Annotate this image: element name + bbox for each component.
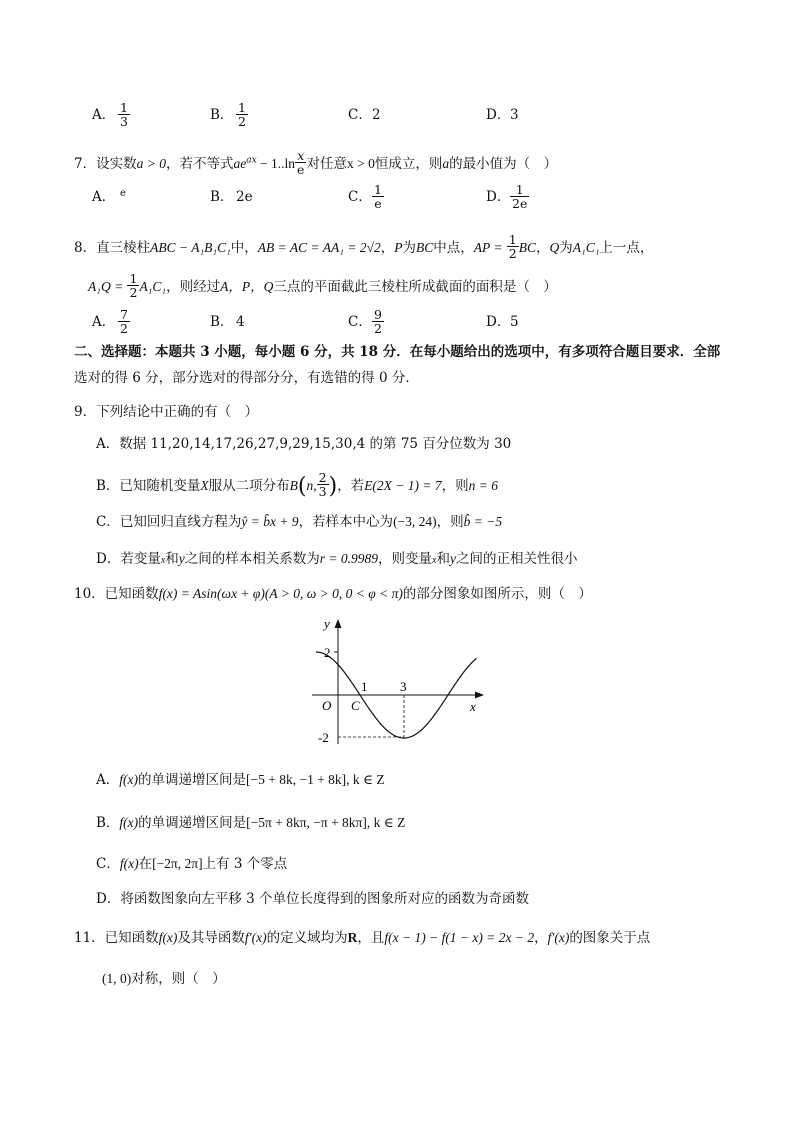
q9-b-dist: B [289, 478, 298, 494]
q8-text-h: 上一点， [599, 240, 654, 257]
section-2-instructions [74, 372, 419, 386]
q11-text-a: 11．已知函数 [74, 930, 159, 946]
q10-text-b: 的部分图象如图所示，则（ ） [402, 586, 592, 602]
y-axis-arrow-icon [335, 619, 342, 628]
q11-text-c: 的定义域均为 [266, 930, 348, 946]
q9-d-text-d: ，则变量 [378, 551, 433, 567]
y-tick-2-label: 2 [324, 645, 331, 660]
q7-cond: a > 0 [136, 156, 166, 172]
q10-c-interval: [−2π, 2π] [152, 856, 203, 871]
q8-option-a-label: A． [92, 314, 116, 330]
x-axis-arrow-icon [475, 692, 484, 699]
q9-d-text-b: 和 [165, 551, 179, 567]
q7-text-d: 恒成立，则 [374, 156, 443, 173]
q8-l2-a1c1: A₁C₁ [139, 279, 167, 295]
q10-c-fx: f(x) [119, 856, 139, 871]
q9-d-text-f: 之间的正相关性很小 [455, 551, 578, 567]
section-2-line-2: 选对的得 6 分，部分选对的得部分分，有选错的得 0 分． [74, 370, 419, 386]
q9-b-expect: E(2X − 1) = 7 [364, 478, 442, 494]
q8-line-1 [74, 232, 654, 262]
q7-option-b-value: 2e [236, 189, 253, 205]
q9-stem: 9．下列结论中正确的有（ ） [74, 404, 259, 420]
q7-ineq-exp: ax [246, 155, 257, 166]
q8-number: 8． [74, 240, 97, 257]
q9-option-a: A．数据 11,20,14,17,26,27,9,29,15,30,4 的第 75 百分位数为 30 [96, 436, 512, 452]
q9-b-fraction: $\frac{2}{3}$ [318, 470, 327, 500]
q7-text-c: 对任意 [306, 156, 347, 173]
q11-point: (1, 0) [102, 971, 132, 986]
q8-text-d: 为 [402, 240, 416, 257]
q8-bc: BC [415, 240, 434, 256]
q9-d-text-e: 和 [436, 551, 450, 567]
q9-d-y-2: y [449, 551, 456, 566]
q7-number: 7． [74, 156, 97, 173]
q6-option-d-label: D． [486, 107, 511, 123]
q8-line-2 [88, 271, 557, 301]
q6-option-c-label: C． [348, 107, 372, 123]
q10-a-fx: f(x) [119, 772, 138, 787]
q6-option-a-fraction: $\frac{1}{3}$ [120, 100, 128, 130]
q7-text-a: 设实数 [96, 156, 137, 173]
q6-option-d-value: 3 [510, 107, 519, 123]
q9-b-lparen: ( [297, 474, 307, 500]
q8-text-f: ， [536, 240, 550, 257]
section-2-heading [74, 346, 720, 360]
q8-ap-fraction: $\frac{1}{2}$ [508, 232, 517, 262]
q9-b-n: n, [306, 478, 317, 494]
q8-prism: ABC − A₁B₁C₁ [150, 240, 231, 256]
q7-text-e: 的最小值为（ ） [449, 156, 558, 173]
q7-option-b-label: B． [210, 189, 234, 205]
q9-b-text-c: ，若 [337, 478, 365, 495]
q11-text-d: ，且 [357, 930, 385, 946]
q8-text-e: 中点， [433, 240, 474, 257]
q10-option-c [96, 857, 287, 872]
q8-ap-bc: BC [518, 240, 536, 256]
q8-text-a: 直三棱柱 [96, 240, 151, 257]
q7-ineq-fraction: $\frac{x}{e}$ [297, 148, 305, 178]
q10-option-a [96, 773, 385, 788]
q7-ineq-a: ae [233, 156, 247, 172]
q8-text-l2c: 三点的平面截此三棱柱所成截面的面积是（ ） [273, 279, 557, 296]
x-tick-3-label: 3 [400, 679, 407, 694]
q7-cond2: x > 0 [346, 156, 375, 172]
q6-option-b-label: B． [210, 107, 234, 123]
q10-b-text: 的单调递增区间是 [138, 815, 247, 831]
x-tick-1-label: 1 [361, 679, 368, 694]
q8-points: A，P，Q [220, 279, 274, 295]
q9-c-text-a: C．已知回归直线方程为 [96, 514, 242, 530]
q10-graph [300, 616, 500, 746]
q8-option-b-value: 4 [236, 314, 245, 330]
q11-text-f: 的图象关于点 [569, 930, 651, 946]
q8-option-a-fraction: $\frac{7}{2}$ [120, 307, 128, 337]
q7-var: a [442, 156, 450, 172]
q11-text-e: ， [534, 930, 548, 946]
q8-option-d-value: 5 [510, 314, 519, 330]
q7-ineq-b: − 1..ln [256, 156, 296, 172]
q8-option-d-label: D． [486, 314, 511, 330]
q9-d-text-a: D．若变量 [96, 551, 161, 567]
q7-stem [74, 148, 558, 178]
q9-c-eq: ŷ = b̂x + 9 [241, 514, 299, 529]
q11-text-g: 对称，则（ ） [131, 971, 226, 987]
q7-option-a-value: e [120, 188, 126, 199]
q9-c-result: b̂ = −5 [463, 514, 503, 529]
q9-b-n6: n = 6 [468, 478, 499, 494]
q11-fprime: f′(x) [244, 930, 267, 945]
q6-option-c-value: 2 [372, 107, 381, 123]
q8-ap: AP = [473, 240, 503, 256]
q10-c-label: C． [96, 856, 120, 872]
q8-a1q: A₁Q = [88, 279, 124, 295]
q7-option-c-label: C． [348, 189, 372, 205]
q10-stem [74, 587, 592, 602]
q10-b-label: B． [96, 815, 120, 831]
q8-eq1: AB = AC = AA₁ = 2√2 [257, 240, 381, 256]
point-c-label: C [351, 698, 360, 713]
x-axis-label: x [470, 699, 476, 714]
q6-option-b-fraction: $\frac{1}{2}$ [238, 100, 246, 130]
q9-option-d [96, 552, 577, 567]
q8-text-g: 为 [559, 240, 573, 257]
q9-c-point: (−3, 24) [393, 514, 437, 529]
q9-option-c [96, 515, 502, 530]
q10-option-b [96, 816, 405, 831]
q9-d-y: y [178, 551, 185, 566]
q8-text-b: 中， [230, 240, 258, 257]
q10-a-interval: [−5 + 8k, −1 + 8k], k ∈ Z [245, 772, 385, 787]
section-2-line-1: 二、选择题：本题共 3 小题，每小题 6 分，共 18 分．在每小题给出的选项中，有多项符合题目要求．全部 [74, 344, 721, 360]
q8-option-c-fraction: $\frac{9}{2}$ [374, 307, 382, 337]
q9-d-r: r = 0.9989 [319, 551, 379, 566]
q9-c-text-c: ，则 [436, 514, 464, 530]
q10-b-fx: f(x) [119, 815, 139, 830]
q8-text-l2b: ，则经过 [166, 279, 221, 296]
q9-b-rparen: ) [328, 474, 338, 500]
q9-d-x-2: x [432, 555, 437, 566]
q11-text-b: 及其导函数 [177, 930, 245, 946]
q7-option-c-fraction: $\frac{1}{e}$ [374, 182, 382, 212]
q8-a1c1: A₁C₁ [572, 240, 600, 256]
q10-c-text-a: 在 [138, 856, 153, 872]
q9-b-text-b: 服从二项分布 [208, 478, 290, 495]
q8-text-c: ， [380, 240, 395, 257]
y-axis-label: y [324, 616, 330, 631]
q11-line-2 [102, 972, 226, 987]
q7-text-b: ，若不等式 [165, 156, 234, 173]
q9-b-text-a: B．已知随机变量 [96, 478, 201, 495]
q9-d-text-c: 之间的样本相关系数为 [184, 551, 320, 567]
q11-line-1 [74, 931, 650, 946]
q10-a-text: 的单调递增区间是 [137, 772, 246, 788]
q9-b-text-d: ，则 [441, 478, 469, 495]
q11-fx: f(x) [158, 930, 178, 945]
q7-option-a-label: A． [92, 189, 116, 205]
q10-option-d: D．将函数图象向左平移 3 个单位长度得到的图象所对应的函数为奇函数 [96, 891, 529, 907]
q8-l2-fraction: $\frac{1}{2}$ [129, 271, 138, 301]
q10-a-label: A． [96, 772, 120, 788]
q9-c-text-b: ，若样本中心为 [298, 514, 394, 530]
q8-point-q: Q [549, 240, 560, 256]
q9-option-b [96, 470, 499, 500]
q7-option-d-fraction: $\frac{1}{2e}$ [512, 182, 528, 212]
q10-function: f(x) = Asin(ωx + φ)(A > 0, ω > 0, 0 < φ < π) [158, 586, 403, 601]
q8-option-b-label: B． [210, 314, 234, 330]
q10-b-interval: [−5π + 8kπ, −π + 8kπ], k ∈ Z [246, 815, 406, 830]
q7-option-d-label: D． [486, 189, 511, 205]
q8-option-c-label: C． [348, 314, 372, 330]
q9-b-x: X [200, 478, 209, 494]
q11-equation: f(x − 1) − f(1 − x) = 2x − 2 [384, 930, 535, 945]
q6-option-a-label: A． [92, 107, 116, 123]
q9-d-x: x [160, 555, 166, 566]
q10-c-text-b: 上有 3 个零点 [202, 856, 288, 872]
q11-reals: R [347, 930, 358, 945]
q10-text-a: 10．已知函数 [74, 586, 159, 602]
y-tick-neg2-label: -2 [318, 730, 329, 745]
origin-label: O [322, 698, 332, 713]
q8-point-p: P [394, 240, 403, 256]
q11-fprime-2: f′(x) [547, 930, 570, 945]
